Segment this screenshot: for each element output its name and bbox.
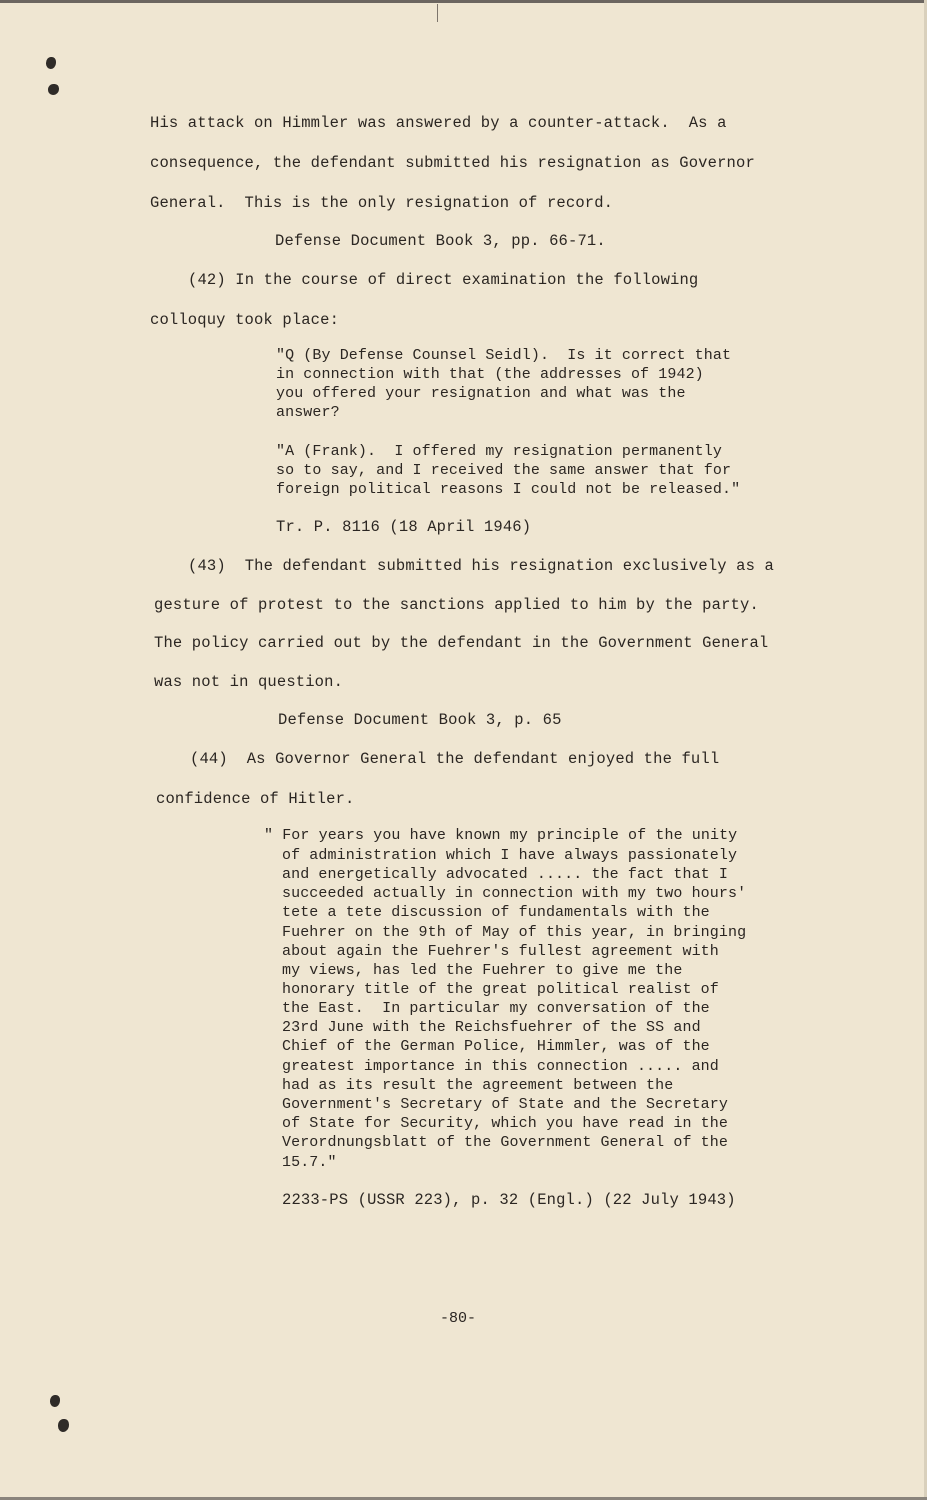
quote-44-line-11: 23rd June with the Reichsfuehrer of the SS and (282, 1019, 701, 1036)
quote-44-line-13: greatest importance in this connection ..... and (282, 1058, 719, 1075)
quote-44-line-3: and energetically advocated ..... the fact that I (282, 866, 728, 883)
quote-44-line-15: Government's Secretary of State and the Secretary (282, 1096, 728, 1113)
para-44-line-1: (44) As Governor General the defendant enjoyed the full (190, 750, 720, 768)
para-43-line-1: (43) The defendant submitted his resignation exclusively as a (188, 557, 774, 575)
quote-44-line-12: Chief of the German Police, Himmler, was of the (282, 1038, 710, 1055)
binder-hole-top-1 (46, 57, 56, 69)
quote-44-line-6: Fuehrer on the 9th of May of this year, in bringing (282, 924, 747, 941)
quote-42-q-line-2: in connection with that (the addresses of 1942) (276, 366, 704, 383)
para-42-line-1: (42) In the course of direct examination the following (188, 271, 699, 289)
top-page-edge (0, 0, 927, 3)
quote-44-line-17: Verordnungsblatt of the Government General of the (282, 1134, 728, 1151)
quote-42-q-line-3: you offered your resignation and what was the (276, 385, 686, 402)
para-41-line-1: His attack on Himmler was answered by a counter-attack. As a (150, 114, 727, 132)
binder-hole-bottom-2 (58, 1419, 69, 1432)
para-43-line-2: gesture of protest to the sanctions applied to him by the party. (154, 596, 759, 614)
citation-43: Defense Document Book 3, p. 65 (278, 711, 562, 729)
quote-44-line-16: of State for Security, which you have read in the (282, 1115, 728, 1132)
quote-44-line-18: 15.7." (282, 1154, 337, 1171)
quote-44-line-7: about again the Fuehrer's fullest agreement with (282, 943, 719, 960)
quote-44-line-8: my views, has led the Fuehrer to give me the (282, 962, 683, 979)
para-42-line-2: colloquy took place: (150, 311, 340, 329)
para-43-line-4: was not in question. (154, 673, 344, 691)
quote-44-line-9: honorary title of the great political realist of (282, 981, 719, 998)
para-41-line-2: consequence, the defendant submitted his resignation as Governor (150, 154, 755, 172)
quote-44-line-14: had as its result the agreement between the (282, 1077, 674, 1094)
citation-41: Defense Document Book 3, pp. 66-71. (275, 232, 606, 250)
page-number: -80- (440, 1310, 477, 1327)
top-stray-mark (437, 4, 438, 22)
quote-44-line-5: tete a tete discussion of fundamentals with the (282, 904, 710, 921)
quote-44-line-4: succeeded actually in connection with my two hours' (282, 885, 747, 902)
quote-42-a-line-2: so to say, and I received the same answer that for (276, 462, 732, 479)
quote-42-q-line-4: answer? (276, 404, 340, 421)
quote-42-q-line-1: "Q (By Defense Counsel Seidl). Is it correct that (276, 347, 732, 364)
quote-44-line-1: " For years you have known my principle of the unity (264, 827, 738, 844)
citation-44: 2233-PS (USSR 223), p. 32 (Engl.) (22 July 1943) (282, 1191, 736, 1209)
para-43-line-3: The policy carried out by the defendant in the Government General (154, 634, 769, 652)
quote-42-a-line-3: foreign political reasons I could not be released." (276, 481, 741, 498)
para-41-line-3: General. This is the only resignation of record. (150, 194, 614, 212)
quote-44-line-10: the East. In particular my conversation of the (282, 1000, 710, 1017)
binder-hole-top-2 (48, 84, 59, 95)
para-44-line-2: confidence of Hitler. (156, 790, 355, 808)
citation-42: Tr. P. 8116 (18 April 1946) (276, 518, 532, 536)
quote-42-a-line-1: "A (Frank). I offered my resignation permanently (276, 443, 722, 460)
binder-hole-bottom-1 (50, 1395, 60, 1407)
quote-44-line-2: of administration which I have always passionately (282, 847, 738, 864)
